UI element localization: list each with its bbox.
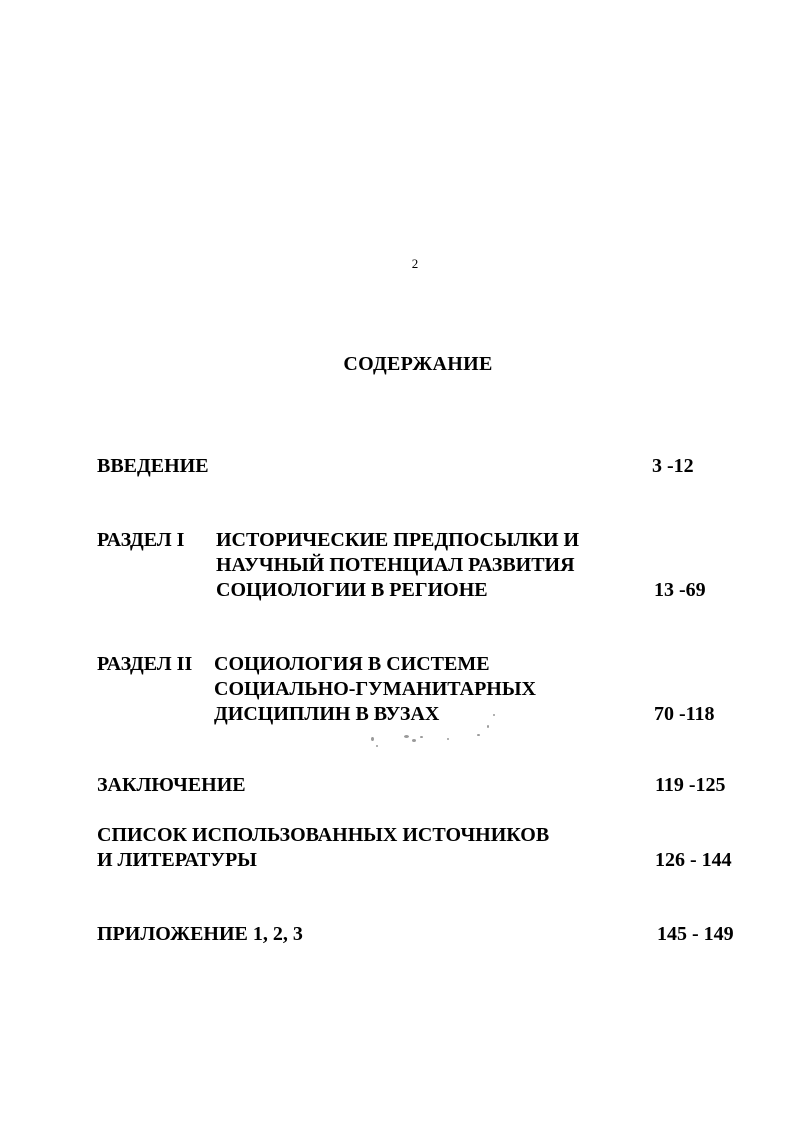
toc-entry-appendix-label: ПРИЛОЖЕНИЕ 1, 2, 3 xyxy=(97,923,303,945)
toc-entry-sources-pages: 126 - 144 xyxy=(655,849,732,871)
toc-entry-conclusion-pages: 119 -125 xyxy=(655,774,726,796)
toc-entry-section1-line3: СОЦИОЛОГИИ В РЕГИОНЕ xyxy=(216,579,488,601)
toc-entry-section2-line3: ДИСЦИПЛИН В ВУЗАХ xyxy=(214,703,440,725)
toc-entry-appendix-pages: 145 - 149 xyxy=(657,923,734,945)
toc-entry-sources-line1: СПИСОК ИСПОЛЬЗОВАННЫХ ИСТОЧНИКОВ xyxy=(97,824,550,846)
toc-entry-section2-pages: 70 -118 xyxy=(654,703,715,725)
toc-entry-conclusion-label: ЗАКЛЮЧЕНИЕ xyxy=(97,774,246,796)
toc-entry-section2-line2: СОЦИАЛЬНО-ГУМАНИТАРНЫХ xyxy=(214,678,536,700)
toc-entry-introduction-pages: 3 -12 xyxy=(652,455,694,477)
toc-entry-section2-label: РАЗДЕЛ II xyxy=(97,653,193,675)
toc-entry-section1-line2: НАУЧНЫЙ ПОТЕНЦИАЛ РАЗВИТИЯ xyxy=(216,554,575,576)
toc-entry-section1-line1: ИСТОРИЧЕСКИЕ ПРЕДПОСЫЛКИ И xyxy=(216,529,580,551)
toc-entry-section1-pages: 13 -69 xyxy=(654,579,706,601)
page-title: СОДЕРЖАНИЕ xyxy=(343,353,493,375)
page-number: 2 xyxy=(411,256,419,271)
toc-entry-introduction-label: ВВЕДЕНИЕ xyxy=(97,455,209,477)
toc-entry-section2-line1: СОЦИОЛОГИЯ В СИСТЕМЕ xyxy=(214,653,490,675)
toc-entry-section1-label: РАЗДЕЛ I xyxy=(97,529,185,551)
toc-entry-sources-line2: И ЛИТЕРАТУРЫ xyxy=(97,849,257,871)
